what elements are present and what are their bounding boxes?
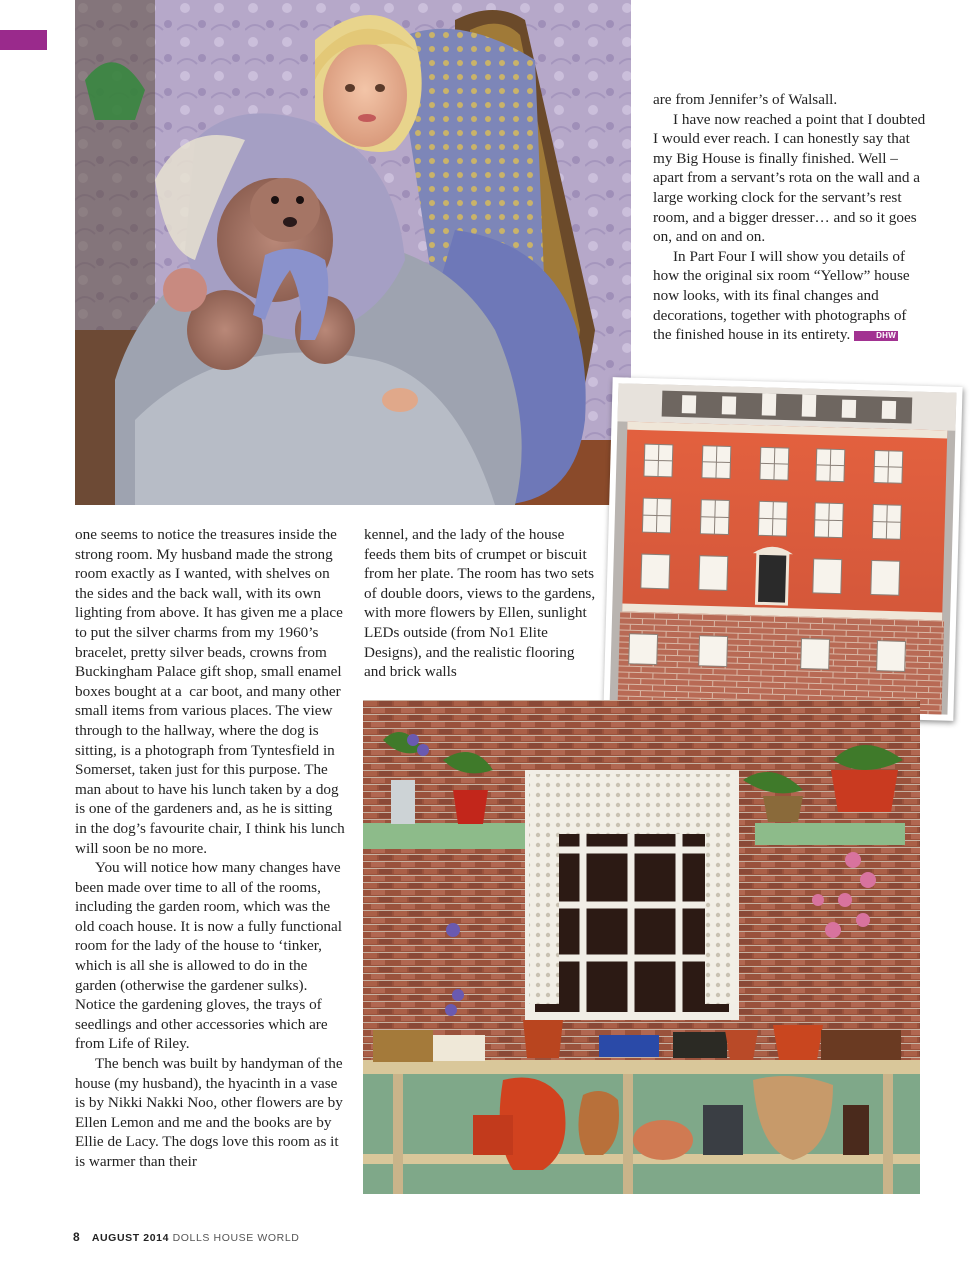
paragraph: kennel, and the lady of the house feeds them bits of crumpet or biscuit from her plate. The room has two sets of double doors, views to the gardens, with more flowers by Ellen, sunlight LEDs outside (from No1 Elite Designs), and the realistic flooring and brick walls	[364, 526, 596, 681]
paragraph	[653, 247, 928, 345]
end-mark-badge: DHW	[854, 331, 898, 341]
magazine-name: DOLLS HOUSE WORLD	[172, 1232, 300, 1244]
body-text-right-column	[653, 90, 928, 345]
paragraph: You will notice how many changes have been made over time to all of the rooms, including the garden room, which was the old coach house. It is now a fully functional room for the lady of the house to ‘tinker, which is all she is allowed to do in the garden (otherwise the gardener sulks). Notice the gardening gloves, the trays of seedlings and other accessories which are from Life of Riley.	[75, 859, 342, 1053]
body-text-middle-column	[364, 525, 596, 682]
paragraph-text: In Part Four I will show you details of how the original six room “Yellow” house now looks, with its final changes and decorations, together with photographs of the finished house in its entirety.	[653, 247, 910, 344]
paragraph: The bench was built by handyman of the house (my husband), the hyacinth in a vase is by Nikki Nakki Noo, other flowers are by Ellen Lemon and me and the books are by Ellie de Lacy. The dogs love this room as it is warmer than their	[75, 1055, 343, 1170]
body-text-left-column	[75, 525, 345, 1172]
garden-room-photo	[363, 700, 920, 1194]
dolls-house-exterior-photo	[603, 377, 962, 721]
paragraph: one seems to notice the treasures inside the strong room. My husband made the strong room exactly as I wanted, with shelves on the sides and the back wall, with its own lighting from above. It has given me a place to put the silver charms from my 1960’s bracelet, pretty silver beads, crowns from Buckingham Palace gift shop, small enamel boxes bought at a car boot, and many other small items from various places. The view through to the hallway, where the dog is sitting, is a photograph from Tyntesfield in Somerset, taken just for this purpose. The man about to have his lunch taken by a dog is one of the gardeners and, as he is sitting in the dog’s favourite chair, I think his lunch will soon be no more.	[75, 526, 345, 857]
doll-with-teddy-photo	[75, 0, 631, 505]
issue-date: AUGUST 2014	[91, 1232, 170, 1244]
paragraph: I have now reached a point that I doubted I would ever reach. I can honestly say that my Big House is finally finished. Well – apart from a servant’s rota on the wall and a large working clock for the servant’s rest room, and a bigger dresser… and so it goes on, and on and on.	[653, 110, 926, 246]
page-number: 8	[73, 1230, 81, 1244]
paragraph: are from Jennifer’s of Walsall.	[653, 91, 838, 108]
section-color-tab	[0, 30, 47, 50]
page-footer	[73, 1230, 299, 1244]
